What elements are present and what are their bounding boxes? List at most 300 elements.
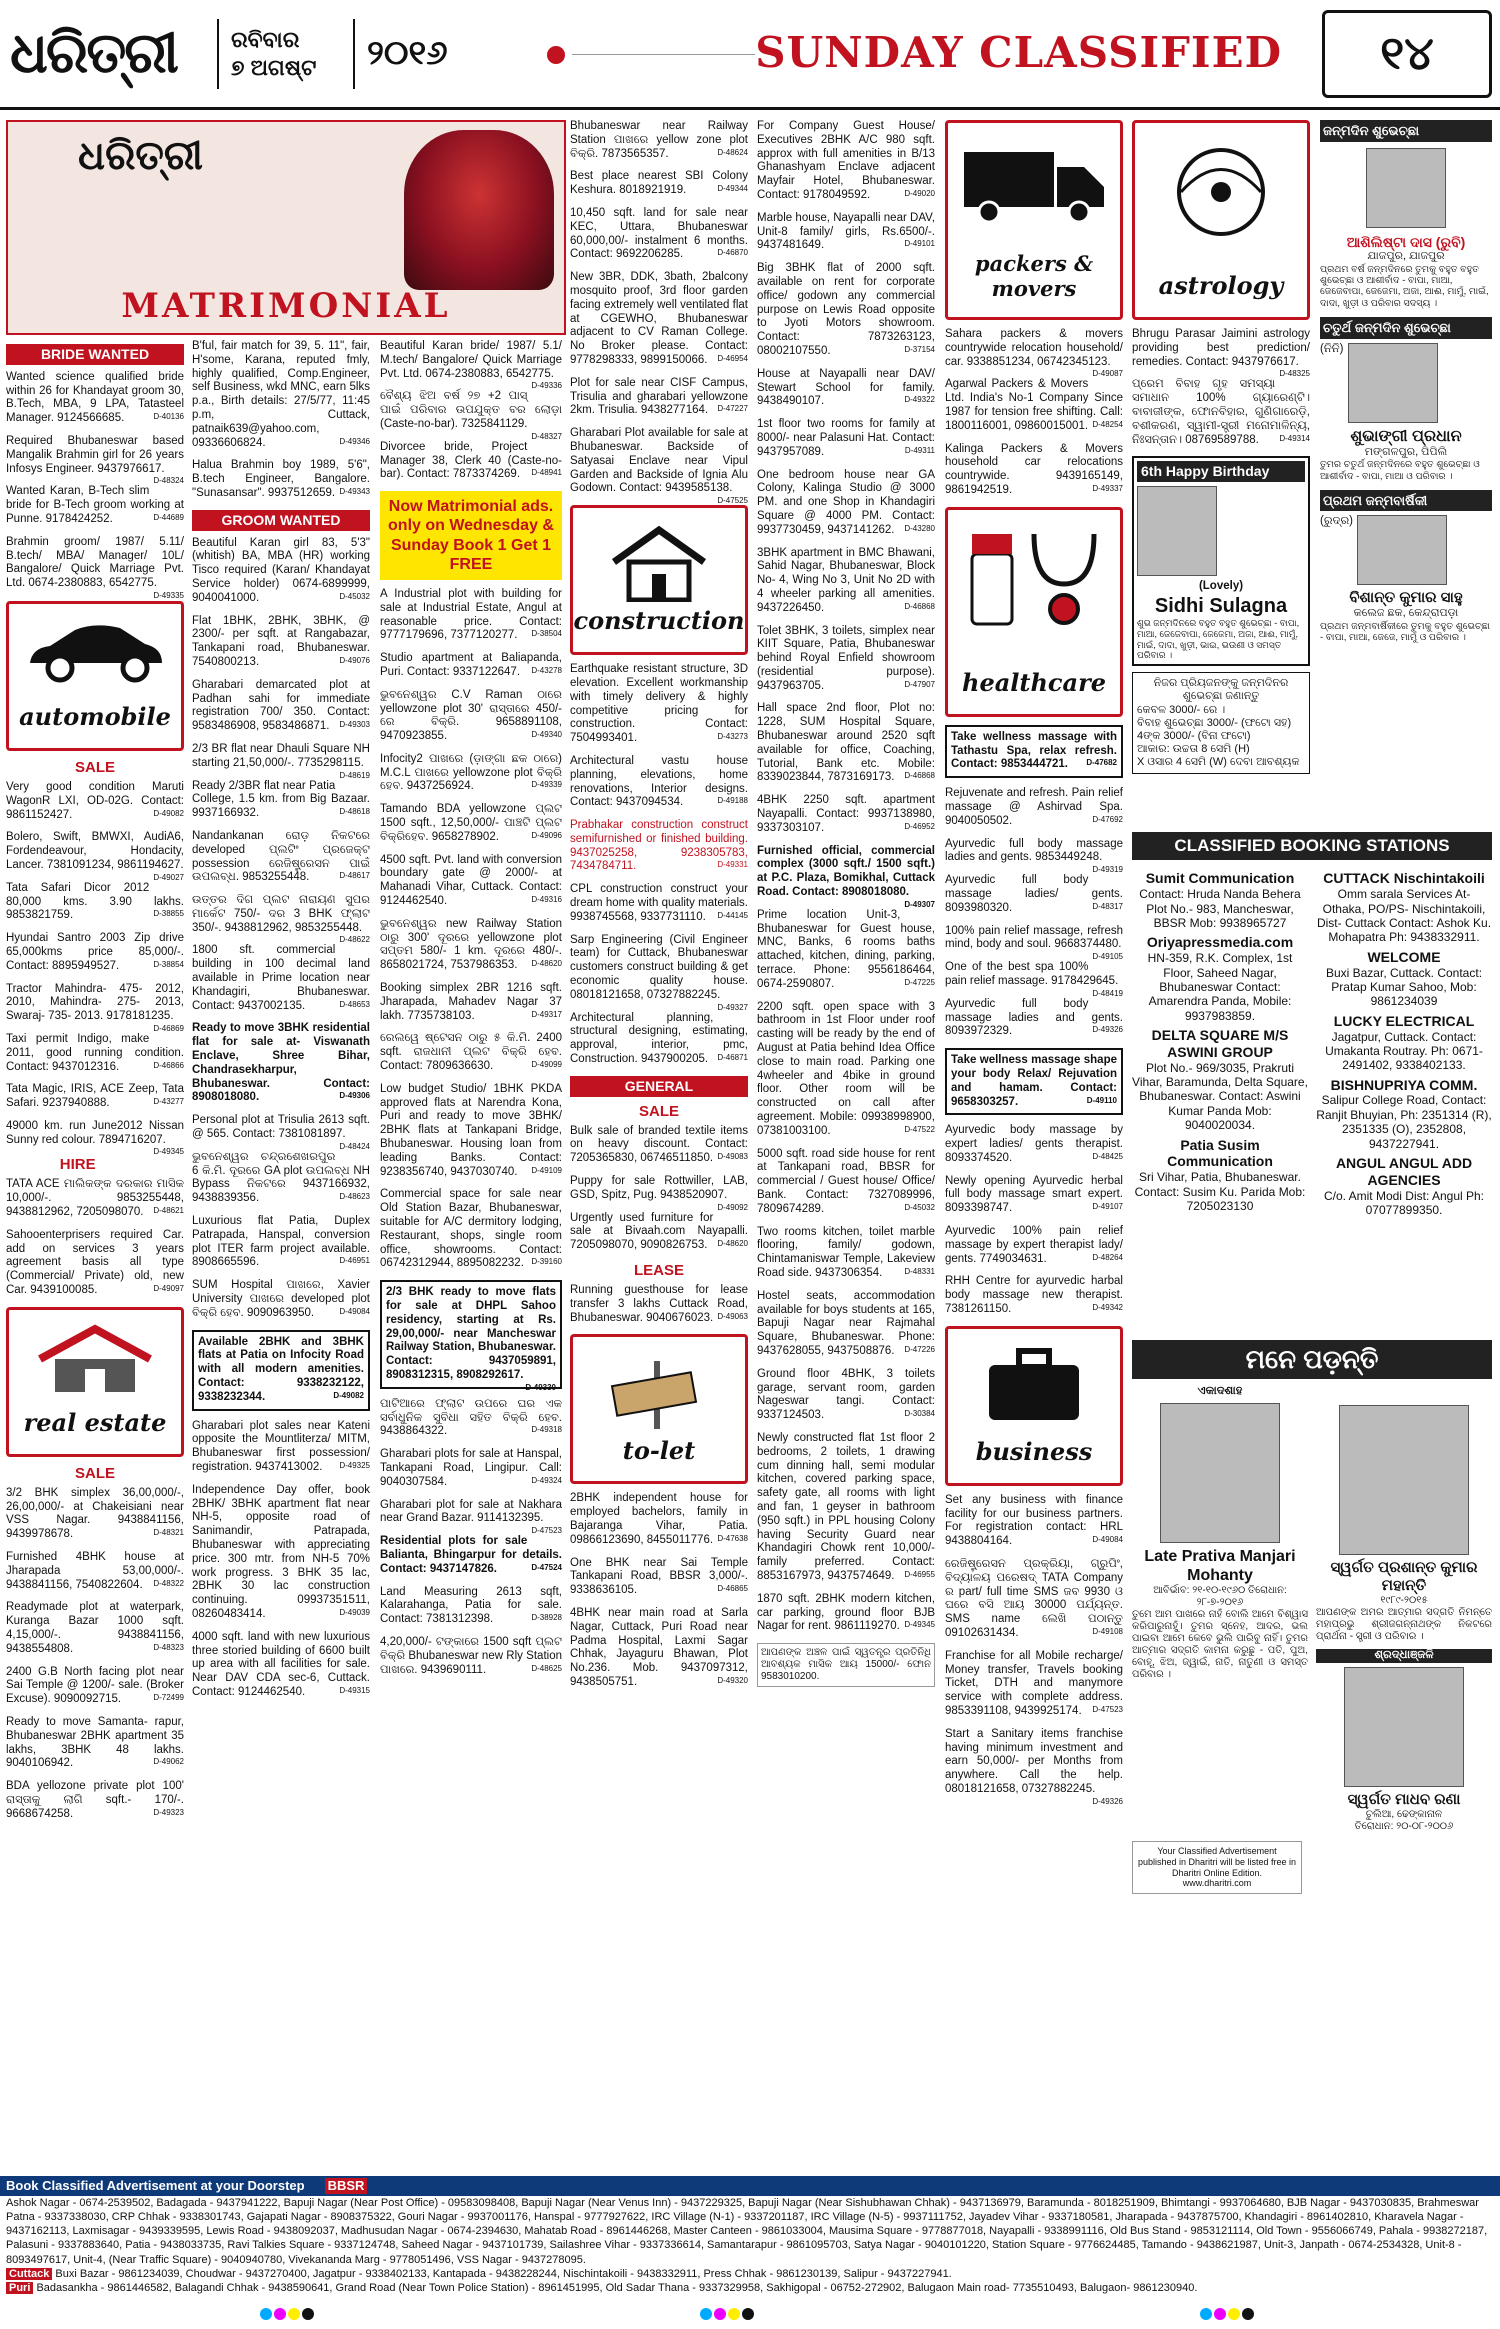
- ad-code: D-49339: [531, 780, 562, 790]
- classified-ad: [380, 340, 562, 391]
- ad-text: A Industrial plot with building for sale at Industrial Estate, Angul at reasonable price. Contact: 9777179696, 7377120277.: [380, 587, 562, 642]
- footer-title: Book Classified Advertisement at your Doorstep: [6, 2178, 305, 2193]
- ad-text: Independence Day offer, book 2BHK/ 3BHK apartment flat near NH-5, opposite road of Sanimandir, Patrapada, Bhubaneswar with appreciating price. 300 mtr. from NH-5 70% work progress. 3 BHK 35 lac, 2BHK 30 lac construction continuing. 09937351511, 08260483414.: [192, 1483, 370, 1620]
- ad-text: 4BHK 2250 sqft. apartment Nayapalli. Contact: 9937138980, 9337303107.: [757, 794, 935, 834]
- ad-code: D-49336: [531, 381, 562, 391]
- construction-icon: [604, 522, 714, 602]
- ad-text: Two rooms kitchen, toilet marble flooring, family/ godown, Chintamaniswar Temple, Lakeview Road side. 9437306354.: [757, 1225, 935, 1279]
- puri-tag: Puri: [6, 2282, 33, 2294]
- ad-text: Newly opening Ayurvedic herbal full body massage smart expert. 8093398747.: [945, 1174, 1123, 1215]
- ad-code: D-46954: [717, 353, 748, 363]
- ad-text: Sahara packers & movers countrywide relocation household/ car. 9338851234, 06742345123.: [945, 328, 1123, 368]
- bride-image: [404, 130, 554, 290]
- ad-code: D-49039: [339, 1607, 370, 1617]
- ad-code: D-49315: [339, 1685, 370, 1695]
- ad-text: RHH Centre for ayurvedic harbal body massage new therapist. 7381261150.: [945, 1275, 1123, 1316]
- column-e: [757, 120, 935, 1696]
- greet-place-3: କଲେଜ ଛକ, କେନ୍ଦ୍ରାପଡ଼ା: [1353, 607, 1459, 620]
- ad-code: D-47638: [717, 1533, 748, 1543]
- astrology-icon: [1161, 137, 1281, 247]
- station-details: Contact: Hruda Nanda Behera Plot No.- 983, Mancheswar, BBSR Mob: 9938965727: [1139, 887, 1301, 930]
- classified-ad: [945, 443, 1123, 498]
- classified-ad: [757, 469, 935, 538]
- ad-code: D-48618: [339, 807, 370, 817]
- ad-code: D-48622: [339, 935, 370, 945]
- classified-ad: [757, 909, 935, 992]
- ad-text: Urgently used furniture for sale at Bivaah.com Nayapalli. 7205098070, 9090826753.: [570, 1211, 748, 1252]
- classified-ad: [757, 212, 935, 253]
- classified-ad: [945, 874, 1123, 915]
- ad-code: D-49084: [339, 1306, 370, 1316]
- classified-ad: [6, 982, 184, 1033]
- automobile-card: [6, 601, 184, 751]
- ad-text: One bedroom house near GA Colony, Kalinga Studio @ 3000 PM. and one Shop in Khandagiri Square @ 4000 PM. Contact: 9937730459, 9437141262.: [757, 468, 935, 536]
- footer-puri: Badasankha - 9861446582, Balagandi Chhak - 9438590641, Grand Road (Near Town Police Station) - 8961451995, Old Sadar Thana - 9337329958, Sakhigopal - 06752-272902, Balugaon Main road- 7735510493, Balugaon- 9861230940.: [36, 2282, 1198, 2295]
- ad-code: D-49063: [717, 1311, 748, 1321]
- greet-tag-2: (ନିନି): [1320, 342, 1344, 355]
- color-mark: [260, 2308, 314, 2320]
- lease-heading: LEASE: [633, 1262, 684, 1280]
- ad-code: D-38855: [153, 909, 184, 919]
- ad-code: D-48331: [904, 1266, 935, 1276]
- ad-code: D-48323: [153, 1642, 184, 1652]
- classified-ad: [380, 1280, 562, 1392]
- ad-text: Earthquake resistant structure, 3D elevation. Excellent workmanship with timely delivery & highly competitive pricing for construction. Contact: 7504993401.: [570, 663, 748, 745]
- classified-ad: [380, 441, 562, 482]
- classified-ad: [192, 1114, 370, 1151]
- ad-code: D-49087: [1092, 369, 1123, 379]
- auto-hire-heading: HIRE: [59, 1156, 96, 1174]
- ad-text: Furnished 4BHK house at Jharapada 53,00,000/-. 9438841156, 7540822604.: [6, 1551, 184, 1591]
- ad-text: Bulk sale of branded textile items on heavy discount. Contact: 7205365830, 06746511850.: [570, 1124, 748, 1165]
- classified-ad: [945, 1175, 1123, 1216]
- registration-marks: [0, 2304, 1500, 2326]
- classified-ad: [380, 588, 562, 643]
- column-b: [192, 340, 370, 1709]
- ad-text: 100% pain relief massage, refresh mind, body and soul. 9668374480.: [945, 924, 1123, 951]
- ad-text: Taxi permit Indigo, make 2011, good running condition. Contact: 9437012316.: [6, 1032, 184, 1073]
- classified-ad: [380, 652, 562, 680]
- classified-ad: [380, 1398, 562, 1439]
- ad-code: D-49342: [1092, 1303, 1123, 1313]
- realestate-label: real estate: [23, 1408, 167, 1438]
- classified-ad: [380, 1083, 562, 1180]
- greeting-rates: [1132, 672, 1310, 774]
- ad-code: D-45032: [904, 1202, 935, 1212]
- booking-stations: [1132, 832, 1492, 1217]
- car-icon: [20, 618, 170, 688]
- ad-text: Tractor Mahindra- 475- 2012, 2010, Mahindra- 275- 2013, Swaraj- 735- 2013. 9178181235.: [6, 982, 184, 1023]
- classified-ad: [945, 1124, 1123, 1165]
- ad-text: 4500 sqft. Pvt. land with conversion boundary gate @ 2000/- at Mahanadi Vihar, Cuttack. Contact: 9124462540.: [380, 853, 562, 908]
- classified-ad: [192, 615, 370, 670]
- hb-heading: 6th Happy Birthday: [1137, 461, 1305, 482]
- ad-code: D-48621: [153, 1206, 184, 1216]
- ad-text: Bhrugu Parasar Jaimini astrology providing best prediction/ remedies. Contact: 9437976617.: [1132, 328, 1310, 368]
- ad-text: Personal plot at Trisulia 2613 sqft. @ 565. Contact: 7381081897.: [192, 1114, 370, 1141]
- ad-code: D-49330: [525, 1382, 556, 1392]
- classified-ad: [757, 262, 935, 359]
- classified-ad: [757, 1148, 935, 1217]
- classified-ad: [192, 1022, 370, 1105]
- classified-ad: [6, 535, 184, 600]
- classified-ad: [380, 854, 562, 909]
- ad-text: Start a Sanitary items franchise having minimum investment and earn 50,000/- per Months from anywhere. Call the help. 08018121658, 07327882245.: [945, 1727, 1123, 1795]
- classified-ad: [380, 803, 562, 844]
- ad-text: ରେଜିଷ୍ଟ୍ରେସନ ପ୍ରକ୍ରିୟା, ଗ୍ରୁପିଂ, ବିଦ୍ୟାଳୟ ପରେଷଦ୍‌ TATA Company ର part/ full time SMS ଜବ 9930 ଓ ଘରେ ବସି ଆୟ 30000 ପର୍ଯ୍ୟନ୍ତ. SMS name ଲେଖି ପଠାନ୍ତୁ 09102631434.: [945, 1558, 1123, 1640]
- business-label: business: [975, 1437, 1093, 1467]
- station-details: Sri Vihar, Patia, Bhubaneswar. Contact: Susim Ku. Parida Mob: 7205023130: [1134, 1170, 1306, 1214]
- greet-text-2: ତୁମର ଚତୁର୍ଥ ଜନ୍ମଦିନରେ ବହୁତ ଶୁଭେଚ୍ଛା ଓ ଆଶୀର୍ବାଦ - ବାପା, ମାଆ ଓ ପରିବାର ।: [1320, 459, 1480, 482]
- classified-ad: [570, 1125, 748, 1166]
- astrology-card: [1132, 120, 1310, 320]
- ad-text: Ready to move 3BHK residential flat for sale at- Viswanath Enclave, Shree Bihar, Chandrasekharpur, Bhubaneswar. Contact: 8908018080.: [192, 1022, 370, 1104]
- banner-word: MATRIMONIAL: [121, 286, 451, 327]
- classified-ad: [380, 918, 562, 973]
- classified-ad: [380, 1586, 562, 1627]
- tolet-sign-icon: [599, 1351, 719, 1431]
- classified-ad: [570, 755, 748, 810]
- astrology-label: astrology: [1158, 271, 1284, 301]
- classified-ad: [570, 1012, 748, 1067]
- ad-text: Wanted Karan, B-Tech slim bride for B-Tech groom working at Punne. 9178424252.: [6, 485, 184, 525]
- ad-code: D-47524: [531, 1562, 562, 1572]
- ad-code: D-48321: [153, 1528, 184, 1538]
- stethoscope-icon: [964, 524, 1104, 634]
- greet-name-2: ଶୁଭାଙ୍ଗୀ ପ୍ରଧାନ: [1350, 427, 1462, 445]
- ad-text: Ground floor 4BHK, 3 toilets garage, servant room, garden Nageswar tangi. Contact: 9337124503.: [757, 1367, 935, 1422]
- ad-text: 10,450 sqft. land for sale near KEC, Uttara, Bhubaneswar 60,000,00/- instalment 6 months. Contact: 9692206285.: [570, 206, 748, 261]
- obit-sub-3: ଶ୍ରଦ୍ଧାଞ୍ଜଳି: [1316, 1649, 1492, 1663]
- classified-ad: [945, 1225, 1123, 1266]
- classified-ad: [757, 418, 935, 459]
- ad-text: ପ୍ରେମ ବିବାହ ଗୃହ ସମସ୍ୟା ସମାଧାନ 100% ଗ୍ୟାରେଣ୍ଟି। ବାବାଜୀଙ୍କ, ଫୋନବିହାର, ଗୁଣିଗାରେଡ଼ି, ବଶୀକରଣ, ସ୍ୱାମୀ-ସ୍ତ୍ରୀ ମନୋମାଳିନ୍ୟ, ନିଃସନ୍ତାନ। 08769589788.: [1132, 378, 1310, 446]
- ad-code: D-49326: [1092, 1796, 1123, 1806]
- ad-code: D-44145: [717, 910, 748, 920]
- ad-text: Franchise for all Mobile recharge/ Money transfer, Travels booking Ticket, DTH and manymore service with complete address. 9853391108, 9439925174.: [945, 1649, 1123, 1718]
- ad-text: Bolero, Swift, BMWXI, AudiA6, Fordendeavour, Hondacity, Lancer. 7381091234, 9861194627.: [6, 831, 184, 871]
- ad-text: Ayurvedic full body massage ladies/ gents. 8093980320.: [945, 874, 1123, 914]
- ad-text: Ready 2/3BR flat near Patia College, 1.5 km. from Big Bazaar. 9937166932.: [192, 779, 370, 820]
- ad-code: D-49314: [1279, 433, 1310, 443]
- ad-text: 4,20,000/- ଟଙ୍କାରେ 1500 sqft ପ୍ଲଟ ବିକ୍ରି Bhubaneswar new Rly Station ପାଖରେ. 9439690111.: [380, 1635, 562, 1676]
- ad-code: D-49092: [717, 1202, 748, 1212]
- classified-ad: [6, 1487, 184, 1542]
- packers-label: packers & movers: [974, 250, 1094, 301]
- classified-ad: [6, 1601, 184, 1656]
- ad-code: D-49320: [717, 1675, 748, 1685]
- ad-text: 2/3 BR flat near Dhauli Square NH starting 21,50,000/-. 7735298115.: [192, 742, 370, 769]
- classified-ad: [570, 1284, 748, 1325]
- ad-code: D-48653: [339, 999, 370, 1009]
- station-name: BISHNUPRIYA COMM.: [1330, 1076, 1478, 1093]
- ad-code: D-47225: [904, 977, 935, 987]
- ad-text: Halua Brahmin boy 1989, 5'6", B.tech Engineer, Bangalore. "Sunasansar". 9937512659.: [192, 459, 370, 499]
- ad-text: 2/3 BHK ready to move flats for sale at DHPL Sahoo residency, starting at Rs. 29,00,000/- near Mancheswar Railway Station, Bhubaneswar. Contact: 9437059891, 8908312315, 8908292617.: [386, 1286, 556, 1381]
- column-h: [1320, 120, 1492, 643]
- ad-code: D-49107: [1092, 1202, 1123, 1212]
- ad-code: D-49109: [531, 1165, 562, 1175]
- ad-code: D-46871: [717, 1053, 748, 1063]
- ad-code: D-46868: [904, 601, 935, 611]
- ad-text: ଭୁବନେଶ୍ୱର new Railway Station ଠାରୁ 300' ଦୂରରେ yellowzone plot ସପ୍ତମ 580/- 1 km. ଦୂରରେ 480/-. 8658021724, 7537986353.: [380, 917, 562, 972]
- page-number: ୧୪: [1322, 10, 1492, 98]
- classified-ad: [6, 1666, 184, 1707]
- classified-ad: [1132, 328, 1310, 379]
- classified-ad: [6, 1551, 184, 1592]
- ad-code: D-46865: [717, 1584, 748, 1594]
- ad-code: D-47525: [717, 496, 748, 506]
- station-name: DELTA SQUARE M/S ASWINI GROUP: [1151, 1027, 1289, 1060]
- ad-text: Hall space 2nd floor, Plot no: 1228, SUM Hospital Square, Bhubaneswar around 2520 sqft available for office, Coaching, Tutorial, Bank etc. Mobile: 8339023844, 7873169173.: [757, 702, 935, 784]
- ad-text: Prabhakar construction construct semifurnished or finished building. 9437025258, 9238305783, 7434784711.: [570, 819, 748, 873]
- ad-code: D-49097: [153, 1284, 184, 1294]
- greet-heading-1: ଜନ୍ମଦିନ ଶୁଭେଚ୍ଛା: [1320, 120, 1492, 142]
- ad-code: D-48625: [531, 1663, 562, 1673]
- general-sale-heading: SALE: [638, 1102, 679, 1120]
- station-name: CUTTACK Nischintakoili: [1323, 870, 1485, 887]
- ad-code: D-49099: [531, 1060, 562, 1070]
- ad-text: One BHK near Sai Temple Tankapani Road, BBSR 3,000/-. 9338636105.: [570, 1556, 748, 1597]
- classified-ad: [757, 794, 935, 835]
- classified-ad: [570, 933, 748, 1012]
- classified-ad: [757, 1432, 935, 1584]
- ad-text: Bhubaneswar near Railway Station ପାଖରେ yellow zone plot ବିକ୍ରି. 7873565357.: [570, 120, 748, 160]
- ad-text: Newly constructed flat 1st floor 2 bedrooms, 2 toilets, 1 drawing cum dinning hall, semi modular kitchen, covered parking space, safety gate, all rooms with light and fan, 1 geyser in bathroom (950 sqft.) in PPL housing Colony having Security Guard near Khandagiri Chowk rent 10,000/- family preferred. Contact: 8853167973, 9437574649.: [757, 1431, 935, 1582]
- ad-code: D-49105: [1092, 952, 1123, 962]
- ad-text: SUM Hospital ପାଖରେ, Xavier University ପାଖରେ developed plot ବିକ୍ରି ହେବ. 9090963950.: [192, 1279, 370, 1319]
- ad-text: Take wellness massage with Tathastu Spa, relax refresh. Contact: 9853444721.: [951, 730, 1117, 771]
- greet-heading-2: ଚତୁର୍ଥ ଜନ୍ମଦିନ ଶୁଭେଚ୍ଛା: [1320, 317, 1492, 339]
- hb-tag: (Lovely): [1198, 580, 1244, 593]
- classified-ad: [192, 1484, 370, 1622]
- classified-ad: [6, 1083, 184, 1111]
- classified-ad: [945, 787, 1123, 828]
- ad-text: 1870 sqft. 2BHK modern kitchen, car parking, ground floor BJB Nagar for rent. 9861119270.: [757, 1592, 935, 1633]
- ad-text: Gharabari plot for sale at Nakhara near Grand Bazar. 9114132395.: [380, 1498, 562, 1525]
- classified-ad: [192, 1420, 370, 1475]
- ad-text: 3/2 BHK simplex 36,00,000/-, 26,00,000/- at Chakeisiani near VSS Nagar. 9438841156, 9439978678.: [6, 1486, 184, 1541]
- ad-text: One of the best spa 100% pain relief massage. 9178429645.: [945, 961, 1119, 987]
- classified-ad: [570, 120, 748, 161]
- greet-tag-3: (ରୁଦ୍ର): [1320, 515, 1354, 528]
- ad-code: D-49318: [531, 1425, 562, 1435]
- footer: [0, 2176, 1500, 2296]
- greet-place-1: ଯାଜପୁର, ଯାଜପୁର: [1367, 250, 1445, 263]
- ad-code: D-47692: [1092, 814, 1123, 824]
- ad-text: Brahmin groom/ 1987/ 5.11/ B.tech/ MBA/ Manager/ 10L/ Bangalore/ Quick Marriage Pvt. Ltd. 0674-2380883, 6542775.: [6, 535, 184, 590]
- greet-photo-1: [1366, 148, 1446, 228]
- ad-code: D-49343: [339, 486, 370, 496]
- ad-code: D-49325: [339, 1460, 370, 1470]
- hb-name: Sidhi Sulagna: [1154, 594, 1288, 617]
- ad-code: D-47907: [904, 679, 935, 689]
- ad-code: D-48419: [1092, 988, 1123, 998]
- classified-ad: [757, 702, 935, 785]
- ad-text: Gharabari plot sales near Kateni opposite the Mountliterza/ MITM, Bhubaneswar first possession/ registration. 9437413002.: [192, 1419, 370, 1473]
- auto-sale-heading: SALE: [74, 758, 115, 776]
- ad-text: ଭୁବନେଶ୍ୱର C.V Raman ଠାରେ yellowzone plot 30' ରାସ୍ତାରେ 450/- ରେ ବିକ୍ରି. 9658891108, 9470923855.: [380, 688, 562, 743]
- ad-text: Wanted science qualified bride within 26 for Khandayat groom 30, B.Tech, MBA, 9 LPA, Tatasteel Manager. 9124566685.: [6, 370, 184, 425]
- classified-ad: [6, 1178, 184, 1219]
- cuttack-tag: Cuttack: [6, 2268, 52, 2280]
- ad-text: Nandankanan ରୋଡ଼ ନିକଟରେ developed ପ୍ଲଟିଂ ପ୍ରଜେକ୍ଟ possession ରେଜିଷ୍ଟ୍ରେସନ ପାଇଁ ଉପଲବ୍ଧ. 9853255448.: [192, 829, 370, 884]
- ad-text: Beautiful Karan bride/ 1987/ 5.1/ M.tech/ Bangalore/ Quick Marriage Pvt. Ltd. 0674-2380883, 6542775.: [380, 340, 562, 380]
- column-d: [570, 120, 748, 1699]
- ad-code: D-49316: [531, 895, 562, 905]
- classified-ad: [192, 894, 370, 945]
- classified-ad: [570, 1557, 748, 1598]
- ad-code: D-46952: [904, 821, 935, 831]
- masthead-day: ରବିବାର: [231, 27, 300, 52]
- ad-code: D-48264: [1092, 1252, 1123, 1262]
- ad-code: D-49345: [153, 1147, 184, 1157]
- classified-ad: [192, 679, 370, 734]
- ad-code: D-49307: [904, 899, 935, 909]
- ad-code: D-43280: [904, 523, 935, 533]
- ad-text: Ayurvedic full body massage ladies and gents. 8093972329.: [945, 997, 1123, 1038]
- station-name: ANGUL ANGUL ADD AGENCIES: [1335, 1155, 1473, 1188]
- healthcare-label: healthcare: [962, 667, 1106, 697]
- ad-code: D-49335: [153, 590, 184, 600]
- greet-heading-3: ପ୍ରଥମ ଜନ୍ମବାର୍ଷିକୀ: [1320, 490, 1492, 512]
- ad-text: Prime location Unit-3, Bhubaneswar for Guest house, MNC, Banks, 6 rooms baths attached, kitchen, dining, parking, terrace. Phone: 9556186464, 0674-2590807.: [757, 908, 935, 990]
- ad-code: D-48620: [717, 1239, 748, 1249]
- classified-ad: [380, 390, 562, 441]
- ad-code: D-46951: [339, 1256, 370, 1266]
- ad-code: D-49327: [717, 1002, 748, 1012]
- classified-ad: [6, 1716, 184, 1771]
- ad-text: Readymade plot at waterpark, Kuranga Bazar 1000 sqft. 4,15,000/-. 9438841156, 9438554808.: [6, 1601, 184, 1655]
- ad-code: D-72499: [153, 1693, 184, 1703]
- ad-code: D-46955: [904, 1569, 935, 1579]
- classified-ad: [6, 485, 184, 526]
- ad-code: D-49323: [153, 1807, 184, 1817]
- ad-text: BDA yellozone private plot 100' ରାସ୍ତାକୁ ଲାଗି sqft.- 170/-. 9668674258.: [6, 1780, 184, 1820]
- ad-text: Flat 1BHK, 2BHK, 3BHK, @ 2300/- per sqft. at Rangabazar, Tankapani road, Bhubaneswar. 7540800213.: [192, 614, 370, 668]
- ad-text: ଉତ୍ତର ଦିଗ ପ୍ଲଟ ନାରାୟଣ ସୁପର ମାର୍କେଟ 750/- ଦର 3 BHK ଫ୍ଲାଟ 350/-. 9438812962, 9853255448.: [192, 894, 370, 934]
- ad-text: Take wellness massage shape your body Relax/ Rejuvation and hamam. Contact: 9658303257.: [951, 1054, 1117, 1108]
- ad-text: 2BHK independent house for employed bachelors, family in Bajaranga Vihar, Patia. 09866123690, 8455011776.: [570, 1492, 748, 1546]
- ad-text: Residential plots for sale Balianta, Bhingarpur for details. Contact: 9437147826.: [380, 1535, 562, 1575]
- ad-text: Tata Magic, IRIS, ACE Zeep, Tata Safari. 9237940888.: [6, 1083, 184, 1110]
- classified-ad: [6, 932, 184, 973]
- ad-code: D-49306: [339, 1091, 370, 1101]
- classified-ad: [570, 883, 748, 924]
- child-photo: [1137, 486, 1217, 576]
- classified-ad: [192, 742, 370, 780]
- masthead-daymonth: ୭ ଅଗଷ୍ଟ: [231, 54, 317, 80]
- classified-ad: [192, 459, 370, 500]
- ad-code: D-38504: [531, 629, 562, 639]
- classified-ad: [6, 831, 184, 882]
- classified-ad: [757, 625, 935, 694]
- obit-dates-3: ତିରୋଧାନ: ୨୦-୦୮-୨୦୦୬: [1354, 1820, 1454, 1832]
- classified-ad: [192, 1151, 370, 1206]
- masthead-year: ୨୦୧୬: [367, 34, 448, 73]
- classified-ad: [380, 1535, 562, 1576]
- color-mark: [700, 2308, 754, 2320]
- ad-code: D-49096: [531, 830, 562, 840]
- ad-text: Marble house, Nayapalli near DAV, Unit-8 family/ girls, Rs.6500/-. 9437481649.: [757, 211, 935, 252]
- ad-code: D-49346: [339, 436, 370, 446]
- classified-ad: [380, 982, 562, 1023]
- ad-code: D-46869: [153, 1023, 184, 1033]
- classified-ad: [570, 427, 748, 506]
- classified-ad: [380, 1498, 562, 1536]
- ad-code: D-49322: [904, 395, 935, 405]
- classified-ad: [6, 1229, 184, 1298]
- ad-code: D-47226: [904, 1344, 935, 1354]
- ad-text: ରେଲୱେ ଷ୍ଟେସନ ଠାରୁ ୫ କି.ମି. 2400 sqft. ରାଜଧାନୀ ପ୍ଲଟ ବିକ୍ରି ହେବ. Contact: 7809636630.: [380, 1032, 562, 1073]
- ad-code: D-48424: [339, 1141, 370, 1151]
- ad-text: Furnished official, commercial complex (3000 sqft./ 1500 sqft.) at P.C. Plaza, Bomikhal, Cuttack Road. Contact: 8908018080.: [757, 844, 935, 899]
- classified-ad: [945, 998, 1123, 1039]
- ad-code: D-49344: [717, 184, 748, 194]
- ad-text: Gharabari Plot available for sale at Bhubaneswar. Backside of Satyasai Enclave near Vipul Garden and Backside of Ignia Alu Godown. Contact: 9439585138.: [570, 427, 748, 495]
- greet-name-1: ଆଶିଲିଷ୍ଟା ଦାସ (ରୁବି): [1346, 233, 1466, 250]
- packers-card: [945, 120, 1123, 320]
- masthead-date: [231, 26, 341, 81]
- ad-code: D-46870: [717, 248, 748, 258]
- footer-bbsr: Ashok Nagar - 0674-2539502, Badagada - 9437941222, Bapuji Nagar (Near Post Office) - 09583098408, Bapuji Nagar (Near Venus Inn) - 9437229325, Bapuji Nagar (Near Sishubhawan Chhak) - 9437136979, Baramunda - 8018251909, Bhimtangi - 9937064680, BJB Nagar - 9437030835, Brahmeswar Patna - 9337338030, CRP Chhak - 9338301743, Gajapati Nagar - 8908375322, Gouri Nagar - 9937001176, Hanspal - 9777927622, IRC Village (N-1) - 9337201187, IRC Village (N-5) - 9937111752, Jayadev Vihar - 9337180581, Jharapada - 9437875700, Khandagiri - 8961402810, Kharavela Nagar - 9437162113, Laxmisagar - 9439339595, Lewis Road - 9438092037, Madhusudan Nagar - 0674-2394630, Mahatab Road - 8961446268, Master Canteen - 9861033004, Mausima Square - 9778877018, Nayapalli - 9338991116, Old Bus Stand - 9853121114, Old Town - 9556066749, Pahala - 9938272187, Palasuni - 9337883640, Patia - 9438033735, Ravi Talkies Square - 9337124748, Saheed Nagar - 9437101739, Sailashree Vihar - 9337336614, Samantarapur - 9861095703, Satya Nagar - 9040101220, Station Square - 9776624485, Tamando - 9438621987, Unit-3, Janpath - 0674-2534328, Unit-8 - 8093497617, Unit-4, (Near Traffic Square) - 9040940780, Vivekananda Marg - 9778051496, VSS Nagar - 9437278095.: [6, 2196, 1488, 2266]
- station-details: Omm sarala Services At- Othaka, PO/PS- Nischintakoili, Dist- Cuttack Contact: Ashok Ku. Mohapatra Ph: 9438332911.: [1316, 887, 1492, 945]
- classified-ad: [570, 663, 748, 746]
- matrimonial-banner: [6, 120, 566, 335]
- ad-code: D-46866: [153, 1060, 184, 1070]
- ad-text: Running guesthouse for lease transfer 3 lakhs Cuttack Road, Bhubaneswar. 9040676023.: [570, 1284, 748, 1324]
- ad-text: Hyundai Santro 2003 Zip drive 65,000kms price 85,000/-. Contact: 8895949527.: [6, 932, 184, 972]
- matrimonial-promo: Now Matrimonial ads. only on Wednesday & Sunday Book 1 Get 1 FREE: [380, 491, 562, 580]
- obit-photo-1: [1160, 1403, 1280, 1543]
- classified-ad: [570, 1492, 748, 1547]
- classified-ad: [757, 1001, 935, 1139]
- classified-ad: [570, 207, 748, 262]
- station-details: Jagatpur, Cuttack. Contact: Umakanta Routray. Ph: 0671-2491402, 9338402133.: [1325, 1029, 1483, 1073]
- ad-text: 5000 sqft. road side house for rent at Tankapani road, BBSR for commercial / Guest house/ Office/ Bank. Contact: 7327089996, 7809674289.: [757, 1147, 935, 1215]
- ad-code: D-49324: [531, 1475, 562, 1485]
- ad-text: ବୈଶ୍ୟ ଝିଅ ବର୍ଷ ୨୭ +2 ପାସ୍ ପାଇଁ ପରିବାର ଉପଯୁକ୍ତ ବର ଲୋଡ଼ା (Caste-no-bar). 7325841129.: [380, 390, 562, 430]
- column-g: [1132, 120, 1310, 774]
- ad-text: Gharabari demarcated plot at Padhan sahi for immediate registration 700/ 350. Contact: 9583486908, 9583486871.: [192, 678, 370, 733]
- station-name: Oriyapressmedia.com: [1146, 934, 1294, 951]
- ad-text: Kalinga Packers & Movers household car relocations countrywide. 9439165149, 9861942519.: [945, 442, 1123, 496]
- ad-code: D-48325: [1279, 369, 1310, 379]
- tolet-label: to-let: [622, 1435, 696, 1465]
- station-details: HN-359, R.K. Complex, 1st Floor, Saheed Nagar, Bhubaneswar Contact: Amarendra Panda, Mobile: 9937983859.: [1147, 951, 1293, 1023]
- classified-ad: [757, 1368, 935, 1423]
- classified-ad: [6, 371, 184, 426]
- classified-ad: [757, 1593, 935, 1634]
- classified-ad: [757, 1290, 935, 1359]
- classified-ad: [757, 844, 935, 909]
- ad-code: D-48324: [153, 476, 184, 486]
- ad-text: Rejuvenate and refresh. Pain relief massage @ Ashirvad Spa. 9040050502.: [945, 787, 1123, 827]
- obit-sub-1: ଏକାଦଶାହ: [1197, 1385, 1243, 1398]
- classified-ad: [945, 1494, 1123, 1549]
- masthead: [0, 0, 1500, 110]
- ad-text: Available 2BHK and 3BHK flats at Patia on Infocity Road with all modern amenities. Contact: 9338232122, 9338232344.: [198, 1335, 364, 1403]
- classified-ad: [6, 1780, 184, 1821]
- classified-ad: [380, 753, 562, 794]
- realestate-card: [6, 1307, 184, 1457]
- classified-ad: [380, 1448, 562, 1489]
- matrimonial-section: [6, 120, 566, 335]
- ad-text: Big 3BHK flat of 2000 sqft. available on rent for corporate office/ godown any commercial purpose on Lewis Road opposite to Jyoti Motors showroom. Contact: 7873263123, 08002107550.: [757, 262, 935, 357]
- classified-ad: [192, 1631, 370, 1700]
- ad-text: Ayurvedic body massage by expert ladies/ gents therapist. 8093374520.: [945, 1124, 1123, 1164]
- footer-cuttack: Buxi Bazar - 9861234039, Choudwar - 9437270400, Jagatpur - 9338402133, Kantapada - 9438228244, Nischintakoili - 9438332911, Press Chhak - 9861230139, Salipur - 9437227941.: [55, 2268, 952, 2281]
